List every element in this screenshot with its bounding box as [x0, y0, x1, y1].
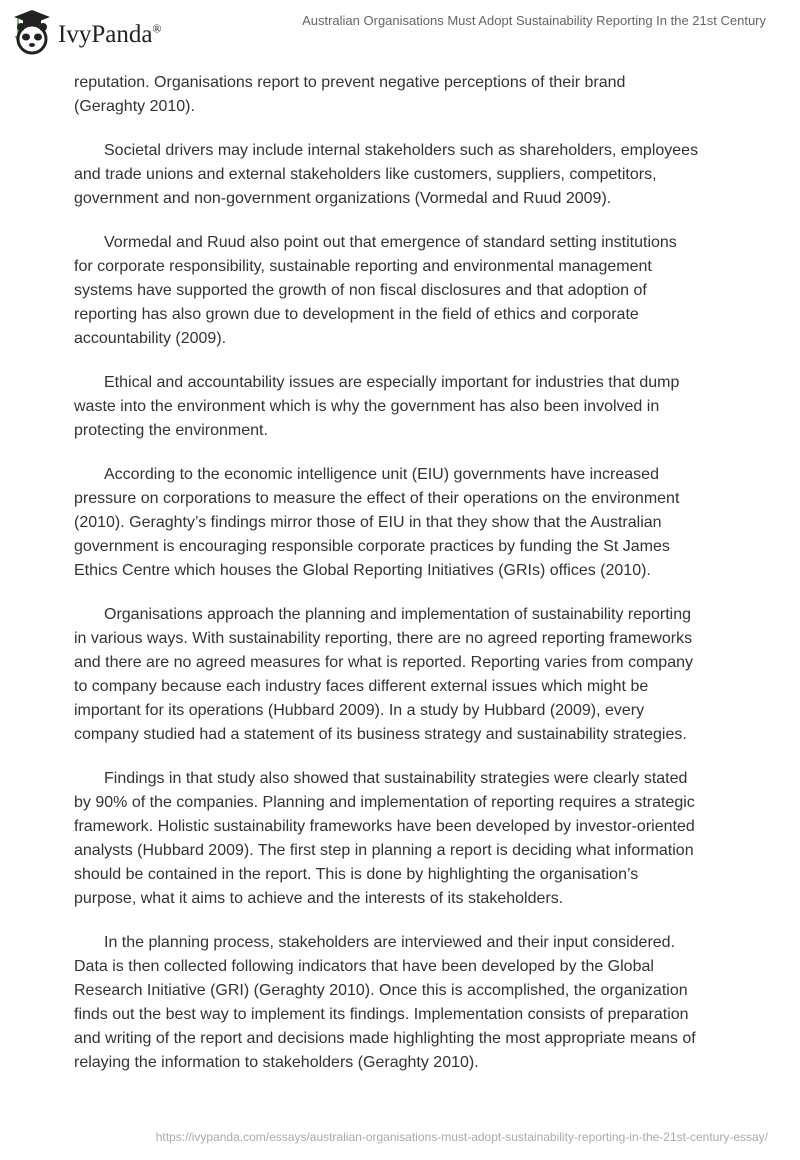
text-line: by 90% of the companies. Planning and implementation of reporting requires a strategic	[74, 794, 695, 811]
text-line: government and non-government organizations (Vormedal and Ruud 2009).	[74, 190, 612, 207]
essay-body	[74, 71, 734, 1095]
text-line: to company because each industry faces different external issues which might be	[74, 678, 649, 695]
paragraph	[74, 931, 734, 1075]
text-line: for corporate responsibility, sustainable reporting and environmental management	[74, 258, 652, 275]
text-line: reporting has also grown due to development in the field of ethics and corporate	[74, 306, 639, 323]
text-line: and there are no agreed measures for what is reported. Reporting varies from company	[74, 654, 693, 671]
paragraph	[74, 767, 734, 911]
text-line: accountability (2009).	[74, 330, 227, 347]
text-line: framework. Holistic sustainability frameworks have been developed by investor-oriented	[74, 818, 695, 835]
text-line: systems have supported the growth of non fiscal disclosures and that adoption of	[74, 282, 647, 299]
paragraph	[74, 603, 734, 747]
text-line: relaying the information to stakeholders (Geraghty 2010).	[74, 1054, 479, 1071]
text-line: Findings in that study also showed that sustainability strategies were clearly stated	[104, 770, 688, 787]
paragraph	[74, 139, 734, 211]
text-line: analysts (Hubbard 2009). The first step in planning a report is deciding what information	[74, 842, 694, 859]
text-line: (Geraghty 2010).	[74, 98, 195, 115]
brand-name: IvyPanda®	[58, 21, 162, 48]
source-url[interactable]: https://ivypanda.com/essays/australian-organisations-must-adopt-sustainability-reporting-in-the-21st-century-essay/	[155, 1130, 768, 1144]
text-line: purpose, what it aims to achieve and the interests of its stakeholders.	[74, 890, 564, 907]
text-line: in various ways. With sustainability reporting, there are no agreed reporting frameworks	[74, 630, 693, 647]
text-line: government is encouraging responsible corporate practices by funding the St James	[74, 538, 670, 555]
panda-graduate-icon	[12, 8, 52, 56]
text-line: and writing of the report and decisions made highlighting the most appropriate means of	[74, 1030, 696, 1047]
text-line: should be contained in the report. This is done by highlighting the organisation’s	[74, 866, 639, 883]
text-line: important for its operations (Hubbard 2009). In a study by Hubbard (2009), every	[74, 702, 645, 719]
text-line: and trade unions and external stakeholders like customers, suppliers, competitors,	[74, 166, 657, 183]
text-line: pressure on corporations to measure the effect of their operations on the environment	[74, 490, 680, 507]
text-line: Ethical and accountability issues are especially important for industries that dump	[104, 374, 680, 391]
paragraph	[74, 371, 734, 443]
text-line: (2010). Geraghty’s findings mirror those of EIU in that they show that the Australian	[74, 514, 662, 531]
text-line: Societal drivers may include internal stakeholders such as shareholders, employees	[104, 142, 699, 159]
text-line: Data is then collected following indicators that have been developed by the Global	[74, 958, 654, 975]
ivypanda-logo[interactable]	[12, 8, 162, 56]
paragraph	[74, 463, 734, 583]
text-line: Vormedal and Ruud also point out that emergence of standard setting institutions	[104, 234, 677, 251]
text-line: waste into the environment which is why the government has also been involved in	[74, 398, 660, 415]
text-line: Research Initiative (GRI) (Geraghty 2010). Once this is accomplished, the organization	[74, 982, 688, 999]
text-line: In the planning process, stakeholders are interviewed and their input considered.	[104, 934, 676, 951]
text-line: According to the economic intelligence unit (EIU) governments have increased	[104, 466, 659, 483]
text-line: Organisations approach the planning and implementation of sustainability reporting	[104, 606, 692, 623]
text-line: Ethics Centre which houses the Global Reporting Initiatives (GRIs) offices (2010).	[74, 562, 651, 579]
text-line: protecting the environment.	[74, 422, 268, 439]
text-line: finds out the best way to implement its findings. Implementation consists of preparation	[74, 1006, 689, 1023]
paragraph	[74, 71, 734, 119]
text-line: reputation. Organisations report to prevent negative perceptions of their brand	[74, 74, 626, 91]
text-line: company studied had a statement of its business strategy and sustainability strategies.	[74, 726, 687, 743]
page-header	[0, 0, 800, 60]
document-title: Australian Organisations Must Adopt Sustainability Reporting In the 21st Century	[302, 13, 766, 28]
paragraph	[74, 231, 734, 351]
